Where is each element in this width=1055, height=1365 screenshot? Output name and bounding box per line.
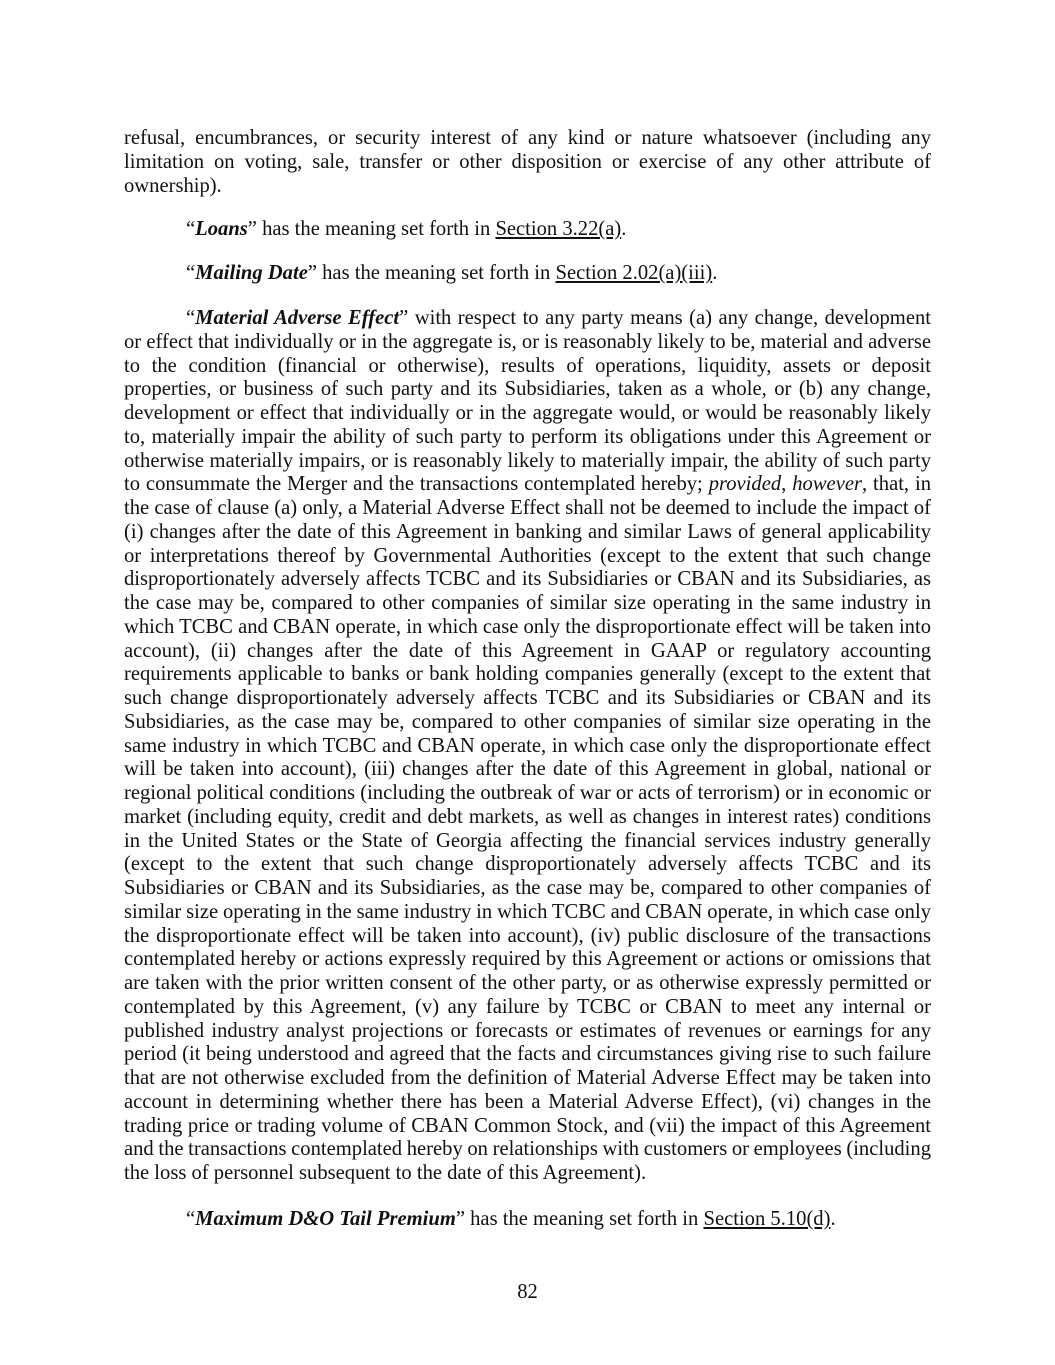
text-line: are taken with the prior written consent of the other party, or as otherwise expressly permitted or <box>124 972 931 994</box>
text-line: (except to the extent that such change disproportionately adversely affects TCBC and its <box>124 853 931 876</box>
text-line: contemplated hereby or actions expressly required by this Agreement or actions or omissions that <box>124 948 931 971</box>
text-line: market (including equity, credit and debt markets, as well as changes in interest rates) conditions <box>124 805 931 828</box>
section-reference-link[interactable]: Section 3.22(a) <box>495 218 622 240</box>
text-line: or interpretations thereof by Governmental Authorities (except to the extent that such change <box>124 544 931 567</box>
section-reference-link[interactable]: Section 2.02(a)(iii) <box>555 262 713 284</box>
text-line: same industry in which TCBC and CBAN operate, in which case only the disproportionate effect <box>124 734 931 757</box>
text-line <box>124 262 931 286</box>
text-segment: to consummate the Merger and the transactions contemplated hereby; <box>124 473 709 496</box>
text-line: properties, or business of such party and its Subsidiaries, taken as a whole, or (b) any change, <box>124 378 931 401</box>
text-segment: . <box>830 1208 836 1230</box>
text-segment: “ <box>186 262 196 284</box>
text-line <box>124 1208 931 1232</box>
text-line: or effect that individually or in the aggregate is, or is reasonably likely to be, material and adverse <box>124 330 931 353</box>
text-line: similar size operating in the same industry in which TCBC and CBAN operate, in which case only <box>124 900 931 923</box>
text-line: to, materially impair the ability of such party to perform its obligations under this Agreement or <box>124 425 931 448</box>
text-segment: , <box>781 473 793 496</box>
text-line: and the transactions contemplated hereby on relationships with customers or employees (including <box>124 1138 931 1161</box>
text-segment: . <box>621 218 627 240</box>
paragraph-ownership-continuation <box>124 127 931 198</box>
text-line <box>124 473 931 497</box>
text-line: to the condition (financial or otherwise), results of operations, liquidity, assets or deposit <box>124 354 931 377</box>
text-line: ownership). <box>124 174 222 197</box>
text-segment: ” has the meaning set forth in <box>455 1208 704 1230</box>
defined-term: Mailing Date <box>195 262 308 284</box>
text-line: disproportionately adversely affects TCBC and its Subsidiaries or CBAN and its Subsidiaries, as <box>124 568 931 591</box>
text-segment: ” has the meaning set forth in <box>247 218 496 240</box>
page-number: 82 <box>517 1281 538 1303</box>
text-line: which TCBC and CBAN operate, in which case only the disproportionate effect will be taken into <box>124 615 931 638</box>
text-segment: “ <box>186 307 196 329</box>
text-line: in the United States or the State of Georgia affecting the financial services industry generally <box>124 829 931 852</box>
text-segment: however <box>792 473 862 496</box>
text-line: development or effect that individually or in the aggregate would, or would be reasonably likely <box>124 402 931 424</box>
defined-term: Maximum D&O Tail Premium <box>195 1208 456 1230</box>
text-line: trading price or trading volume of CBAN Common Stock, and (vii) the impact of this Agreement <box>124 1114 931 1137</box>
text-segment: . <box>712 262 718 284</box>
text-segment: , that, in <box>861 473 931 496</box>
text-line: contemplated by this Agreement, (v) any failure by TCBC or CBAN to meet any internal or <box>124 995 931 1018</box>
paragraph-definition-maximum-do-tail-premium <box>124 1208 931 1232</box>
paragraph-definition-mailing-date <box>124 262 931 286</box>
text-line <box>124 218 931 242</box>
text-line: such change disproportionately adversely affects TCBC and its Subsidiaries or CBAN and its <box>124 687 931 709</box>
defined-term: Material Adverse Effect <box>195 307 400 329</box>
text-line: account in determining whether there has been a Material Adverse Effect), (vi) changes in the <box>124 1090 931 1113</box>
text-line: Subsidiaries, as the case may be, compared to other companies of similar size operating in the <box>124 710 931 733</box>
section-reference-link[interactable]: Section 5.10(d) <box>703 1208 831 1230</box>
paragraph-definition-material-adverse-effect <box>124 307 931 1186</box>
text-segment: “ <box>186 1208 196 1230</box>
text-segment: ” has the meaning set forth in <box>307 262 556 284</box>
text-line: will be taken into account), (iii) changes after the date of this Agreement in global, national or <box>124 758 931 781</box>
text-line: published industry analyst projections or forecasts or estimates of revenues or earnings for any <box>124 1019 931 1042</box>
text-line: (i) changes after the date of this Agreement in banking and similar Laws of general applicability <box>124 520 931 543</box>
text-line: the loss of personnel subsequent to the date of this Agreement). <box>124 1162 647 1184</box>
text-line <box>124 307 931 331</box>
text-line: refusal, encumbrances, or security interest of any kind or nature whatsoever (including any <box>124 127 931 149</box>
text-line: account), (ii) changes after the date of this Agreement in GAAP or regulatory accounting <box>124 639 931 662</box>
text-line: otherwise materially impairs, or is reasonably likely to materially impair, the ability of such party <box>124 449 931 472</box>
text-line: period (it being understood and agreed that the facts and circumstances giving rise to such failure <box>124 1043 931 1066</box>
defined-term: Loans <box>195 218 248 240</box>
text-line: regional political conditions (including the outbreak of war or acts of terrorism) or in economic or <box>124 782 931 804</box>
text-line: the case of clause (a) only, a Material Adverse Effect shall not be deemed to include the impact of <box>124 497 931 519</box>
text-line: the disproportionate effect will be taken into account), (iv) public disclosure of the transactions <box>124 924 931 947</box>
text-segment: provided <box>708 473 782 496</box>
text-line: the case may be, compared to other companies of similar size operating in the same industry in <box>124 592 931 614</box>
text-line: that are not otherwise excluded from the definition of Material Adverse Effect may be taken into <box>124 1067 931 1089</box>
paragraph-definition-loans <box>124 218 931 242</box>
text-segment: “ <box>186 218 196 240</box>
text-line: requirements applicable to banks or bank holding companies generally (except to the extent that <box>124 663 931 686</box>
text-segment: ” with respect to any party means (a) any change, development <box>399 307 931 329</box>
text-line: limitation on voting, sale, transfer or other disposition or exercise of any other attribute of <box>124 150 931 173</box>
text-line: Subsidiaries or CBAN and its Subsidiaries, as the case may be, compared to other companies of <box>124 877 931 899</box>
